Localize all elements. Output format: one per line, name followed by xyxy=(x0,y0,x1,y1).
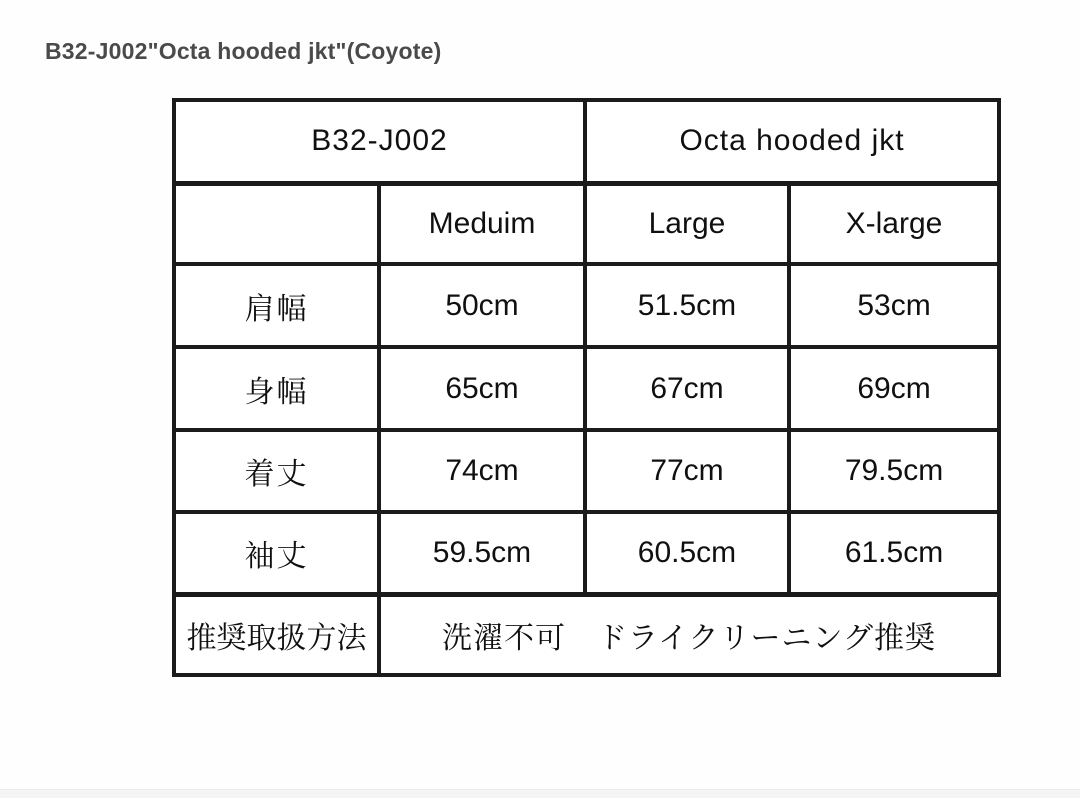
cell-shoulder-large: 51.5cm xyxy=(585,264,789,347)
table-row-sleeve-length xyxy=(174,512,999,594)
row-label-shoulder-width: 肩幅 xyxy=(174,264,379,347)
product-code-cell: B32-J002 xyxy=(174,100,585,183)
cell-sleeve-xlarge: 61.5cm xyxy=(789,512,999,594)
table-row-care xyxy=(174,594,999,675)
care-label-cell: 推奨取扱方法 xyxy=(174,594,379,675)
row-label-sleeve-length: 袖丈 xyxy=(174,512,379,594)
table-row-body-width xyxy=(174,347,999,430)
row-label-length: 着丈 xyxy=(174,430,379,512)
size-chart-table xyxy=(172,98,1001,677)
size-header-row xyxy=(174,183,999,264)
cell-length-large: 77cm xyxy=(585,430,789,512)
product-name-cell: Octa hooded jkt xyxy=(585,100,999,183)
page-title: B32-J002"Octa hooded jkt"(Coyote) xyxy=(45,38,442,64)
cell-sleeve-medium: 59.5cm xyxy=(379,512,585,594)
cell-shoulder-xlarge: 53cm xyxy=(789,264,999,347)
table-row-shoulder-width xyxy=(174,264,999,347)
empty-corner-cell xyxy=(174,183,379,264)
cell-sleeve-large: 60.5cm xyxy=(585,512,789,594)
bottom-edge-strip xyxy=(0,789,1080,798)
cell-body-xlarge: 69cm xyxy=(789,347,999,430)
size-column-xlarge: X-large xyxy=(789,183,999,264)
cell-length-xlarge: 79.5cm xyxy=(789,430,999,512)
cell-body-medium: 65cm xyxy=(379,347,585,430)
cell-shoulder-medium: 50cm xyxy=(379,264,585,347)
cell-length-medium: 74cm xyxy=(379,430,585,512)
care-value-cell: 洗濯不可 ドライクリーニング推奨 xyxy=(379,594,999,675)
row-label-body-width: 身幅 xyxy=(174,347,379,430)
size-column-medium: Meduim xyxy=(379,183,585,264)
table-header-row xyxy=(174,100,999,183)
table-row-length xyxy=(174,430,999,512)
cell-body-large: 67cm xyxy=(585,347,789,430)
size-column-large: Large xyxy=(585,183,789,264)
